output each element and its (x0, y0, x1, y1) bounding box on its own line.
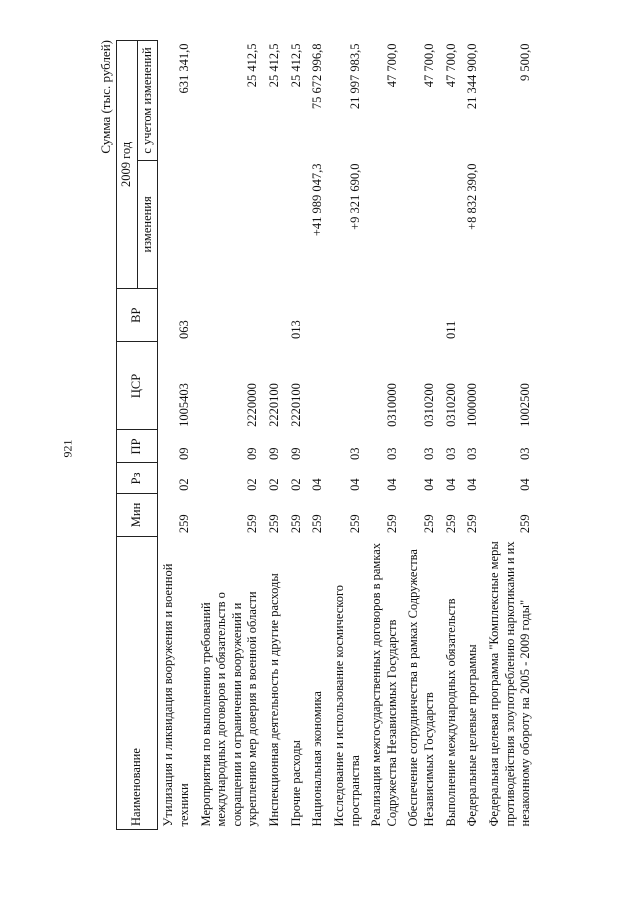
table-row (403, 41, 440, 830)
header-vr: ВР (117, 288, 158, 342)
cell-min: 259 (347, 514, 362, 534)
cell-vr: 013 (288, 320, 303, 339)
cell-total: 47 700,0 (443, 43, 458, 88)
cell-vr (403, 288, 440, 342)
table-row (329, 41, 366, 830)
table-row (441, 41, 463, 830)
table-body (158, 41, 537, 830)
table-row (366, 41, 403, 830)
cell-changes (484, 160, 537, 288)
cell-changes (196, 160, 265, 288)
table-row (158, 41, 196, 830)
cell-total: 47 700,0 (422, 43, 436, 88)
cell-pr: 03 (384, 447, 399, 460)
cell-total: 9 500,0 (518, 43, 533, 81)
cell-pr (307, 430, 329, 463)
cell-vr: 011 (443, 320, 458, 339)
cell-changes (286, 160, 308, 288)
cell-min: 259 (245, 514, 260, 534)
cell-vr (484, 288, 537, 342)
cell-pr: 03 (443, 447, 458, 460)
cell-name: Утилизация и ликвидация вооружения и военной техники (161, 563, 191, 827)
header-pr: ПР (117, 430, 158, 463)
cell-total: 631 341,0 (176, 43, 191, 94)
units-caption: Сумма (тыс. рублей) (98, 40, 113, 154)
cell-rz: 04 (518, 478, 533, 491)
cell-min: 259 (422, 514, 436, 534)
table-row (264, 41, 286, 830)
budget-table (116, 40, 537, 830)
cell-total: 25 412,5 (245, 43, 260, 88)
cell-rz: 04 (443, 478, 458, 491)
cell-pr: 09 (288, 447, 303, 460)
cell-csr: 2220000 (245, 383, 260, 427)
cell-changes: +8 832 390,0 (465, 163, 480, 230)
header-year: 2009 год (117, 41, 138, 289)
cell-name: Национальная экономика (310, 691, 325, 827)
cell-rz: 02 (288, 478, 303, 491)
cell-csr: 0310200 (422, 383, 436, 427)
cell-vr (264, 288, 286, 342)
cell-name: Реализация межгосударственных договоров в рамках Содружества Независимых Государств (369, 542, 399, 827)
cell-rz: 04 (347, 478, 362, 491)
cell-csr: 1000000 (465, 383, 480, 427)
cell-name: Выполнение международных обязательств (443, 598, 458, 827)
cell-total: 25 412,5 (267, 43, 281, 88)
cell-pr: 09 (267, 447, 281, 460)
rotated-budget-table-page (100, 40, 550, 830)
cell-changes (158, 160, 196, 288)
cell-csr: 1005403 (176, 383, 191, 427)
header-changes: изменения (137, 160, 158, 288)
cell-rz: 04 (465, 478, 480, 491)
cell-rz: 04 (384, 478, 399, 491)
cell-total: 21 997 983,5 (347, 43, 362, 110)
cell-total: 21 344 900,0 (465, 43, 480, 110)
cell-min: 259 (288, 514, 303, 534)
cell-min: 259 (267, 514, 281, 534)
header-csr: ЦСР (117, 342, 158, 430)
cell-vr: 063 (176, 320, 191, 339)
cell-csr: 1002500 (518, 383, 533, 427)
cell-csr: 0310200 (443, 383, 458, 427)
cell-rz: 02 (267, 478, 281, 491)
header-min: Мин (117, 494, 158, 536)
cell-rz: 02 (245, 478, 260, 491)
cell-vr (329, 288, 366, 342)
cell-name: Мероприятия по выполнению требований международных договоров и обязательств о сокращении и ограничении вооружений и укреплению мер доверия в военной области (198, 591, 260, 827)
table-row (307, 41, 329, 830)
cell-name: Исследование и использование космического пространства (331, 584, 362, 827)
cell-changes (403, 160, 440, 288)
cell-csr: 2220100 (288, 383, 303, 427)
table-row (286, 41, 308, 830)
cell-name: Инспекционная деятельность и другие расходы (267, 573, 281, 827)
table-row (484, 41, 537, 830)
cell-changes (441, 160, 463, 288)
cell-vr (366, 288, 403, 342)
cell-min: 259 (310, 514, 325, 534)
header-rz: Рз (117, 463, 158, 494)
cell-min: 259 (518, 514, 533, 534)
cell-csr (307, 342, 329, 430)
cell-changes (264, 160, 286, 288)
header-name: Наименование (117, 536, 158, 829)
cell-vr (462, 288, 484, 342)
cell-changes (366, 160, 403, 288)
cell-total: 47 700,0 (384, 43, 399, 88)
table-row (196, 41, 265, 830)
cell-total: 75 672 996,8 (310, 43, 325, 110)
cell-pr: 03 (465, 447, 480, 460)
cell-min: 259 (176, 514, 191, 534)
cell-csr: 2220100 (267, 383, 281, 427)
cell-name: Федеральная целевая программа "Комплексные меры противодействия злоупотреблению наркотиками и их незаконному обороту на 2005 - 2009 годы" (486, 541, 533, 827)
cell-pr: 09 (245, 447, 260, 460)
cell-rz: 04 (310, 478, 325, 491)
cell-pr: 09 (176, 447, 191, 460)
page-number: 921 (60, 439, 75, 458)
header-total: с учетом изменений (137, 41, 158, 161)
cell-changes: +41 989 047,3 (310, 163, 325, 237)
cell-min: 259 (384, 514, 399, 534)
cell-name: Обеспечение сотрудничества в рамках Содружества Независимых Государств (406, 549, 436, 827)
cell-min: 259 (443, 514, 458, 534)
cell-name: Прочие расходы (288, 740, 303, 827)
cell-csr: 0310000 (384, 383, 399, 427)
cell-rz: 02 (176, 478, 191, 491)
cell-pr: 03 (518, 447, 533, 460)
cell-vr (196, 288, 265, 342)
cell-vr (307, 288, 329, 342)
cell-pr: 03 (422, 447, 436, 460)
cell-pr: 03 (347, 447, 362, 460)
table-row (462, 41, 484, 830)
cell-csr (329, 342, 366, 430)
cell-rz: 04 (422, 478, 436, 491)
cell-changes: +9 321 690,0 (347, 163, 362, 230)
cell-min: 259 (465, 514, 480, 534)
cell-name: Федеральные целевые программы (465, 644, 480, 827)
cell-total: 25 412,5 (288, 43, 303, 88)
